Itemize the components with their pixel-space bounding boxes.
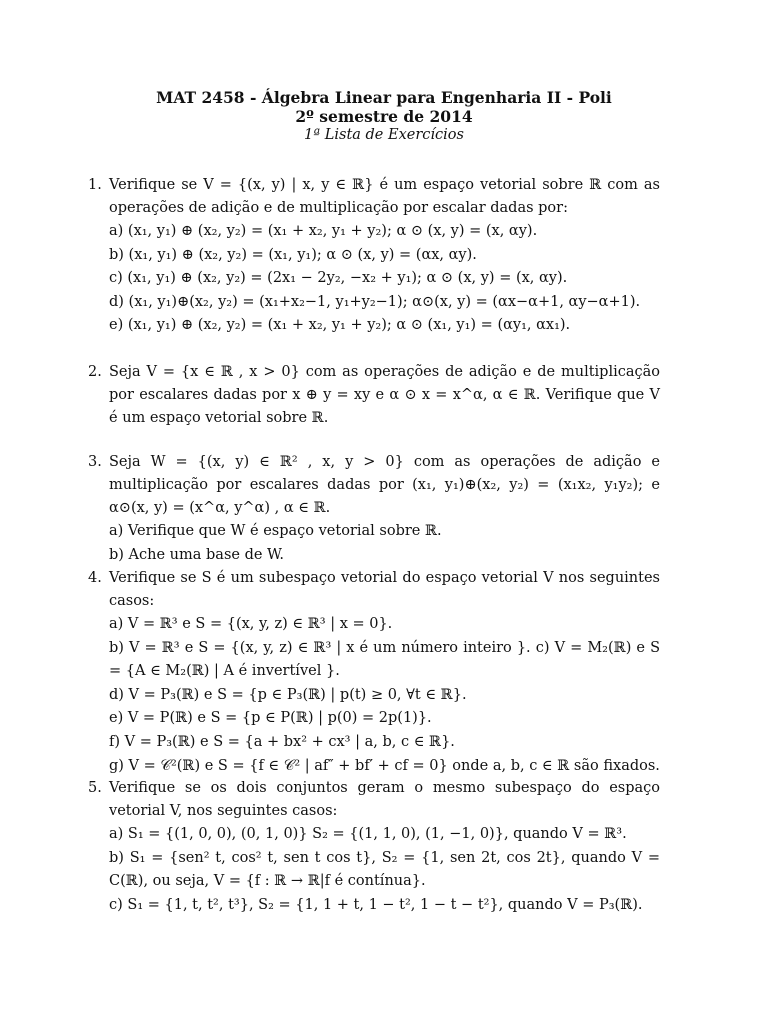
problem-5 [88,777,660,917]
problem-statement: Verifique se V = {(x, y) | x, y ∈ ℝ} é um espaço vetorial sobre ℝ com as operações de adição e de multiplicação por escalar dadas por: [109,177,660,216]
problem-item: a) (x₁, y₁) ⊕ (x₂, y₂) = (x₁ + x₂, y₁ + y₂); α ⊙ (x, y) = (x, αy). [109,223,538,239]
problem-4 [88,567,660,778]
problem-item: f) V = P₃(ℝ) e S = {a + bx² + cx³ | a, b, c ∈ ℝ}. [109,733,455,750]
problem-statement: Verifique se os dois conjuntos geram o mesmo subespaço do espaço vetorial V, nos seguintes casos: [109,780,660,819]
document-header [0,88,768,145]
list-subtitle: 1ª Lista de Exercícios [304,127,464,143]
problem-item: d) V = P₃(ℝ) e S = {p ∈ P₃(ℝ) | p(t) ≥ 0, ∀t ∈ ℝ}. [109,686,467,703]
problem-statement: Verifique se S é um subespaço vetorial do espaço vetorial V nos seguintes casos: [109,570,660,609]
problem-statement: Seja W = {(x, y) ∈ ℝ² , x, y > 0} com as operações de adição e multiplicação por escalares dadas por (x₁, y₁)⊕(x₂, y₂) = (x₁x₂, y₁y₂); e α⊙(x, y) = (x^α, y^α) , α ∈ ℝ. [109,454,660,516]
problem-item: b) S₁ = {sen² t, cos² t, sen t cos t}, S₂ = {1, sen 2t, cos 2t}, quando V = C(ℝ), ou seja, V = {f : ℝ → ℝ|f é contínua}. [109,849,660,890]
problem-item: c) S₁ = {1, t, t², t³}, S₂ = {1, 1 + t, 1 − t², 1 − t − t²}, quando V = P₃(ℝ). [109,896,643,913]
problem-number: 4. [88,570,102,586]
course-title: MAT 2458 - Álgebra Linear para Engenharia II - Poli [156,88,612,107]
problem-item: a) Verifique que W é espaço vetorial sobre ℝ. [109,523,442,539]
problem-item: e) V = P(ℝ) e S = {p ∈ P(ℝ) | p(0) = 2p(1)}. [109,710,432,727]
problem-1 [88,174,660,338]
problem-number: 3. [88,454,102,470]
problem-2 [88,361,660,430]
problem-statement: Seja V = {x ∈ ℝ , x > 0} com as operações de adição e de multiplicação por escalares dadas por x ⊕ y = xy e α ⊙ x = x^α, α ∈ ℝ. Verifique que V é um espaço vetorial sobre ℝ. [109,364,660,426]
problem-3 [88,451,660,567]
problem-item: b) Ache uma base de W. [109,546,285,563]
problem-item: g) V = 𝒞²(ℝ) e S = {f ∈ 𝒞² | af″ + bf′ + cf = 0} onde a, b, c ∈ ℝ são fixados. [109,757,660,774]
problem-item: b) V = ℝ³ e S = {(x, y, z) ∈ ℝ³ | x é um número inteiro }. c) V = M₂(ℝ) e S = {A ∈ M₂(ℝ) | A é invertível }. [109,639,660,680]
problem-item: a) S₁ = {(1, 0, 0), (0, 1, 0)} S₂ = {(1, 1, 0), (1, −1, 0)}, quando V = ℝ³. [109,826,627,842]
problem-item: e) (x₁, y₁) ⊕ (x₂, y₂) = (x₁ + x₂, y₁ + y₂); α ⊙ (x₁, y₁) = (αy₁, αx₁). [109,317,571,334]
problem-number: 2. [88,364,102,380]
semester-line: 2º semestre de 2014 [295,107,473,126]
problem-item: d) (x₁, y₁)⊕(x₂, y₂) = (x₁+x₂−1, y₁+y₂−1); α⊙(x, y) = (αx−α+1, αy−α+1). [109,293,641,310]
problem-item: a) V = ℝ³ e S = {(x, y, z) ∈ ℝ³ | x = 0}. [109,616,393,632]
problem-number: 5. [88,780,102,796]
problem-item: b) (x₁, y₁) ⊕ (x₂, y₂) = (x₁, y₁); α ⊙ (x, y) = (αx, αy). [109,246,477,263]
problem-item: c) (x₁, y₁) ⊕ (x₂, y₂) = (2x₁ − 2y₂, −x₂ + y₁); α ⊙ (x, y) = (x, αy). [109,270,568,287]
problem-number: 1. [88,177,102,193]
